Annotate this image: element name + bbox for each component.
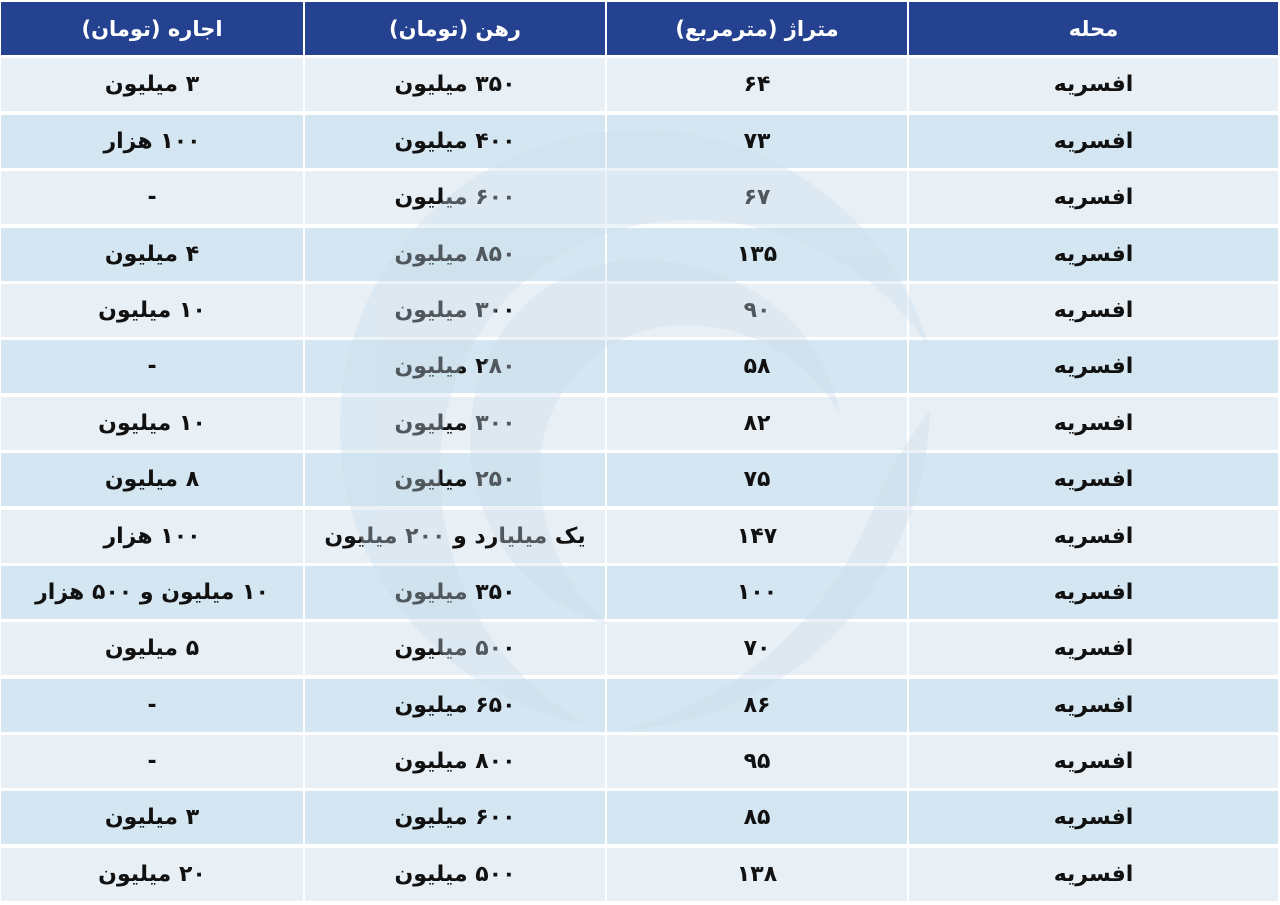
rental-listings-table [1, 2, 1278, 901]
cell-rent: - [1, 340, 303, 393]
cell-neighborhood: افسریه [909, 340, 1278, 393]
cell-rent: ۱۰ میلیون [1, 284, 303, 337]
cell-neighborhood: افسریه [909, 510, 1278, 563]
cell-deposit: ۶۰۰ میلیون [305, 791, 605, 844]
cell-deposit: ۳۵۰ میلیون [305, 566, 605, 619]
cell-area: ۹۵ [607, 735, 907, 788]
cell-area: ۵۸ [607, 340, 907, 393]
cell-deposit: ۶۰۰ میلیون [305, 171, 605, 224]
cell-neighborhood: افسریه [909, 58, 1278, 111]
header-neighborhood: محله [909, 2, 1278, 55]
cell-rent: ۳ میلیون [1, 58, 303, 111]
cell-neighborhood: افسریه [909, 453, 1278, 506]
header-deposit: رهن (تومان) [305, 2, 605, 55]
cell-neighborhood: افسریه [909, 679, 1278, 732]
cell-deposit: ۳۰۰ میلیون [305, 284, 605, 337]
cell-neighborhood: افسریه [909, 848, 1278, 901]
cell-area: ۹۰ [607, 284, 907, 337]
cell-neighborhood: افسریه [909, 228, 1278, 281]
cell-rent: ۱۰ میلیون و ۵۰۰ هزار [1, 566, 303, 619]
cell-deposit: ۸۵۰ میلیون [305, 228, 605, 281]
cell-deposit: ۴۰۰ میلیون [305, 115, 605, 168]
cell-area: ۷۳ [607, 115, 907, 168]
cell-neighborhood: افسریه [909, 171, 1278, 224]
cell-rent: ۳ میلیون [1, 791, 303, 844]
cell-rent: ۱۰ میلیون [1, 397, 303, 450]
cell-rent: ۸ میلیون [1, 453, 303, 506]
cell-deposit: ۸۰۰ میلیون [305, 735, 605, 788]
header-rent: اجاره (تومان) [1, 2, 303, 55]
cell-deposit: ۵۰۰ میلیون [305, 622, 605, 675]
cell-rent: - [1, 735, 303, 788]
cell-area: ۸۲ [607, 397, 907, 450]
cell-area: ۸۵ [607, 791, 907, 844]
cell-neighborhood: افسریه [909, 791, 1278, 844]
cell-area: ۱۳۸ [607, 848, 907, 901]
cell-area: ۷۵ [607, 453, 907, 506]
cell-neighborhood: افسریه [909, 622, 1278, 675]
cell-area: ۱۴۷ [607, 510, 907, 563]
cell-rent: ۲۰ میلیون [1, 848, 303, 901]
cell-deposit: ۲۵۰ میلیون [305, 453, 605, 506]
cell-neighborhood: افسریه [909, 566, 1278, 619]
cell-area: ۶۷ [607, 171, 907, 224]
header-area: متراژ (مترمربع) [607, 2, 907, 55]
cell-area: ۸۶ [607, 679, 907, 732]
cell-area: ۱۳۵ [607, 228, 907, 281]
cell-rent: ۵ میلیون [1, 622, 303, 675]
cell-deposit: ۶۵۰ میلیون [305, 679, 605, 732]
cell-rent: ۴ میلیون [1, 228, 303, 281]
cell-rent: - [1, 171, 303, 224]
cell-deposit: ۳۵۰ میلیون [305, 58, 605, 111]
cell-neighborhood: افسریه [909, 397, 1278, 450]
cell-neighborhood: افسریه [909, 115, 1278, 168]
cell-area: ۷۰ [607, 622, 907, 675]
cell-rent: - [1, 679, 303, 732]
cell-deposit: ۲۸۰ میلیون [305, 340, 605, 393]
cell-deposit: ۵۰۰ میلیون [305, 848, 605, 901]
cell-area: ۱۰۰ [607, 566, 907, 619]
cell-rent: ۱۰۰ هزار [1, 510, 303, 563]
cell-deposit: ۳۰۰ میلیون [305, 397, 605, 450]
cell-area: ۶۴ [607, 58, 907, 111]
cell-deposit: یک میلیارد و ۲۰۰ میلیون [305, 510, 605, 563]
cell-neighborhood: افسریه [909, 284, 1278, 337]
cell-rent: ۱۰۰ هزار [1, 115, 303, 168]
cell-neighborhood: افسریه [909, 735, 1278, 788]
